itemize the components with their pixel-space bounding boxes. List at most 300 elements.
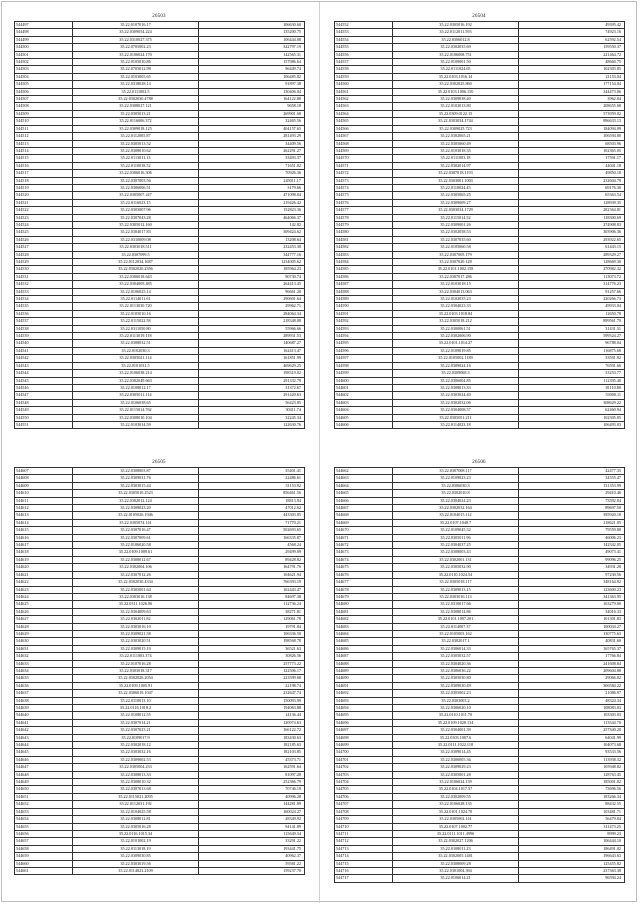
table-row [335,340,625,347]
record-number-cell: 544623 [15,586,73,593]
cadastral-number-cell: 35.22.0311050.80 [73,325,199,332]
table-row [335,867,625,874]
amount-cell: 443303.85 [199,512,305,519]
record-number-cell: 544676 [335,571,393,578]
record-number-cell: 544597 [335,355,393,362]
cadastral-number-cell: 35.22.0103014.59 [73,421,199,428]
amount-cell: 157986.64 [199,59,305,66]
record-number-cell: 544647 [15,764,73,771]
table-row [15,273,305,280]
record-number-cell: 544535 [15,303,73,310]
cadastral-number-cell: 35.22.0108011.23 [393,845,519,852]
amount-cell: 284064.34 [199,310,305,317]
record-number-cell: 544660 [15,860,73,867]
record-number-cell: 544516 [15,162,73,169]
table-row [15,303,305,310]
table-row [335,221,625,228]
record-number-cell: 544615 [15,527,73,534]
table-row [335,468,625,475]
amount-cell: 237363.38 [519,867,625,874]
table-row [15,370,305,377]
record-number-cell: 544644 [15,742,73,749]
amount-cell: 150093.99 [199,697,305,704]
cadastral-number-cell: 35.22.0308010.62 [73,147,199,154]
record-number-cell: 544527 [15,244,73,251]
record-number-cell: 544568 [335,140,393,147]
ledger-table [334,467,625,883]
record-number-cell: 544514 [15,147,73,154]
record-number-cell: 544611 [15,497,73,504]
cadastral-number-cell: 35.22.0305030.80 [393,675,519,682]
cadastral-number-cell: 35.22.0310017.66 [393,601,519,608]
amount-cell: 152823.36 [199,207,305,214]
record-number-cell: 544506 [15,88,73,95]
amount-cell: 73592.04 [519,497,625,504]
amount-cell: 142342.05 [519,542,625,549]
cadastral-number-cell: 35.22.0309.0122.15 [393,110,519,117]
cadastral-number-cell: 35.22.0108012.55 [73,712,199,719]
table-row [335,756,625,763]
cadastral-number-cell: 35.22.0116006.372 [73,118,199,125]
record-number-cell: 544667 [335,505,393,512]
amount-cell: 289329.27 [519,251,625,258]
record-number-cell: 544638 [15,697,73,704]
record-number-cell: 544629 [15,630,73,637]
record-number-cell: 544540 [15,340,73,347]
record-number-cell: 544499 [15,36,73,43]
amount-cell: 196643.63 [519,853,625,860]
amount-cell: 56479.04 [519,816,625,823]
cadastral-number-cell: 35.22.0106008.751 [393,51,519,58]
cadastral-number-cell: 35.22.0305060.49 [393,140,519,147]
cadastral-number-cell: 35.22.0106038.65 [73,399,199,406]
record-number-cell: 544553 [335,29,393,36]
table-row [15,310,305,317]
record-number-cell: 544678 [335,586,393,593]
cadastral-number-cell: 35.22.0309030.49 [393,682,519,689]
amount-cell: 12650.78 [519,310,625,317]
table-row [335,734,625,741]
record-number-cell: 544621 [15,571,73,578]
amount-cell: 113938.32 [519,756,625,763]
table-row [335,786,625,793]
table-row [335,236,625,243]
cadastral-number-cell: 35.22.0309009.27 [393,199,519,206]
table-row [15,244,305,251]
amount-cell: 471098.04 [199,192,305,199]
table-row [335,251,625,258]
record-number-cell: 544662 [335,468,393,475]
table-row [15,601,305,608]
record-number-cell: 544596 [335,347,393,354]
amount-cell: 344777.16 [199,251,305,258]
table-row [335,384,625,391]
amount-cell: 140687.27 [199,340,305,347]
cadastral-number-cell: 35.22.0310027.375 [73,36,199,43]
table-row [335,73,625,80]
cadastral-number-cell: 35.22.0307017.286 [393,273,519,280]
cadastral-number-cell: 35.22.0304013.063 [393,288,519,295]
record-number-cell: 544693 [335,697,393,704]
record-number-cell: 544616 [15,534,73,541]
cadastral-number-cell: 35.22.0303024.40 [393,392,519,399]
cadastral-number-cell: 35.22.0103005.65 [73,73,199,80]
cadastral-number-cell: 35.22.0302009.55 [393,793,519,800]
amount-cell: 162591.64 [199,764,305,771]
record-number-cell: 544565 [335,118,393,125]
record-number-cell: 544687 [335,653,393,660]
amount-cell: 34409.56 [199,140,305,147]
table-row [15,867,305,874]
amount-cell: 209604.88 [519,667,625,674]
cadastral-number-cell: 35.22.0307009.61 [73,534,199,541]
record-number-cell: 544680 [335,601,393,608]
table-row [335,192,625,199]
table-row [15,801,305,808]
amount-cell: 112736.24 [199,601,305,608]
amount-cell: 103303.03 [519,712,625,719]
amount-cell: 896633.13 [519,118,625,125]
table-row [335,259,625,266]
record-number-cell: 544683 [335,623,393,630]
record-number-cell: 544511 [15,125,73,132]
record-number-cell: 544610 [15,490,73,497]
cadastral-number-cell: 35.22.0116023.15 [73,199,199,206]
cadastral-number-cell: 35.22.0705012.98 [73,66,199,73]
record-number-cell: 544574 [335,184,393,191]
record-number-cell: 544677 [335,579,393,586]
cadastral-number-cell: 35.22.0114023.18 [393,421,519,428]
record-number-cell: 544539 [15,333,73,340]
amount-cell: 348164.92 [519,579,625,586]
amount-cell: 208655.68 [519,103,625,110]
record-number-cell: 544543 [15,362,73,369]
amount-cell: 18813.94 [199,497,305,504]
record-number-cell: 544679 [335,593,393,600]
table-row [15,214,305,221]
table-row [335,96,625,103]
table-row [15,170,305,177]
amount-cell: 96594.24 [519,875,625,882]
record-number-cell: 544634 [15,667,73,674]
record-number-cell: 544522 [15,207,73,214]
cadastral-number-cell: 35.22.0309054.224 [73,29,199,36]
amount-cell: 3179.66 [199,184,305,191]
cadastral-number-cell: 35.22.0309001.26 [393,221,519,228]
amount-cell: 64041.99 [519,734,625,741]
cadastral-number-cell: 35.22.0105060.58 [393,244,519,251]
table-row [335,823,625,830]
cadastral-number-cell: 35.22.0305018.212 [393,318,519,325]
table-row [15,399,305,406]
table-row [15,779,305,786]
amount-cell: 1234005.62 [199,259,305,266]
record-number-cell: 544636 [15,682,73,689]
amount-cell: 113544.70 [519,719,625,726]
cadastral-number-cell: 35.22.0308009.28 [393,860,519,867]
table-row [15,66,305,73]
amount-cell: 159237.70 [199,867,305,874]
record-number-cell: 544545 [15,377,73,384]
table-row [15,296,305,303]
table-row [15,734,305,741]
table-row [15,88,305,95]
record-number-cell: 544526 [15,236,73,243]
cadastral-number-cell: 35.22.0109019.85 [393,347,519,354]
record-number-cell: 544521 [15,199,73,206]
table-row [335,793,625,800]
amount-cell: 108083.03 [519,705,625,712]
record-number-cell: 544563 [335,103,393,110]
amount-cell: 28349.92 [199,816,305,823]
record-number-cell: 544570 [335,155,393,162]
table-row [15,838,305,845]
cadastral-number-cell: 35.22.0303019.56 [73,860,199,867]
amount-cell: 104073.68 [519,742,625,749]
table-row [15,281,305,288]
amount-cell: 281493.29 [199,133,305,140]
cadastral-number-cell: 35.22.0114007.37 [393,623,519,630]
record-number-cell: 544561 [335,88,393,95]
amount-cell: 3962.04 [519,96,625,103]
cadastral-number-cell: 35.22.0302032.06 [393,399,519,406]
record-number-cell: 544530 [15,266,73,273]
record-number-cell: 544504 [15,73,73,80]
record-number-cell: 544503 [15,66,73,73]
cadastral-number-cell: 35.22.0106024.139 [393,779,519,786]
cadastral-number-cell: 35.22.0308003.43 [393,549,519,556]
amount-cell: 159550.37 [519,44,625,51]
cadastral-number-cell: 35.22.0114023.2109 [73,867,199,874]
cadastral-number-cell: 35.22.0305016.192 [393,22,519,29]
table-row [335,207,625,214]
amount-cell: 40962.37 [199,853,305,860]
record-number-cell: 544600 [335,377,393,384]
amount-cell: 118300.69 [519,214,625,221]
cadastral-number-cell: 35.22.0109023.23 [393,475,519,482]
cadastral-number-cell: 35.22.0305032.57 [393,653,519,660]
table-row [15,51,305,58]
cadastral-number-cell: 35.22.0304020.36 [393,660,519,667]
record-number-cell: 544590 [335,303,393,310]
cadastral-number-cell: 35.22.0305004.233 [73,764,199,771]
amount-cell: 241608.84 [519,660,625,667]
table-row [15,497,305,504]
amount-cell: 129061.78 [199,616,305,623]
amount-cell: 91257.66 [519,288,625,295]
table-row [335,362,625,369]
table-row [335,333,625,340]
record-number-cell: 544572 [335,170,393,177]
amount-cell: 123600.23 [519,586,625,593]
record-number-cell: 544602 [335,392,393,399]
amount-cell: 59581.22 [199,860,305,867]
cadastral-number-cell: 35.22.0305021.114 [73,355,199,362]
amount-cell: 252366.79 [199,779,305,786]
table-row [335,593,625,600]
table-row [15,414,305,421]
record-number-cell: 544666 [335,497,393,504]
amount-cell: 56423.85 [199,399,305,406]
amount-cell: 106485.82 [199,73,305,80]
table-row [335,22,625,29]
table-row [335,110,625,117]
record-number-cell: 544633 [15,660,73,667]
table-row [15,81,305,88]
cadastral-number-cell: 35.22.0304009.63 [73,608,199,615]
record-number-cell: 544587 [335,281,393,288]
record-number-cell: 544508 [15,103,73,110]
cadastral-number-cell: 35.22.0112005.87 [73,133,199,140]
record-number-cell: 544643 [15,734,73,741]
table-row [15,355,305,362]
amount-cell: 270982.32 [519,266,625,273]
record-number-cell: 544640 [15,712,73,719]
cadastral-number-cell: 35.22.0112031.192 [73,801,199,808]
table-row [335,542,625,549]
amount-cell: 130406.04 [199,88,305,95]
record-number-cell: 544556 [335,51,393,58]
table-row [15,266,305,273]
record-number-cell: 544624 [15,593,73,600]
record-number-cell: 544642 [15,727,73,734]
record-number-cell: 544626 [15,608,73,615]
amount-cell: 8999.23 [519,830,625,837]
amount-cell: 48660.75 [519,59,625,66]
table-row [15,207,305,214]
amount-cell: 106630.60 [199,22,305,29]
amount-cell: 142.82 [199,221,305,228]
table-row [335,675,625,682]
amount-cell: 22486.61 [199,475,305,482]
amount-cell: 48324.34 [519,697,625,704]
record-number-cell: 544548 [15,399,73,406]
table-row [15,229,305,236]
cadastral-number-cell: 35.22.0304023.33 [393,303,519,310]
record-number-cell: 544706 [335,793,393,800]
cadastral-number-cell: 35.22.0106028.135 [393,801,519,808]
table-row [335,705,625,712]
amount-cell: 33591.92 [519,355,625,362]
amount-cell: 34555.47 [519,475,625,482]
table-row [335,177,625,184]
table-row [15,742,305,749]
amount-cell: 112395.40 [519,377,625,384]
cadastral-number-cell: 35.22.0116.1018.2 [73,705,199,712]
cadastral-number-cell: 35.22.0307099.5 [73,251,199,258]
ledger-panel-26503 [14,13,304,429]
record-number-cell: 544544 [15,370,73,377]
record-number-cell: 544701 [335,756,393,763]
record-number-cell: 544705 [335,786,393,793]
cadastral-number-cell: 35.22.0303016.138 [73,593,199,600]
record-number-cell: 544617 [15,542,73,549]
cadastral-number-cell: 35.22.0308012.81 [73,816,199,823]
cadastral-number-cell: 35.22.0318028.14 [73,81,199,88]
record-number-cell: 544657 [15,838,73,845]
amount-cell: 162413.47 [199,347,305,354]
table-row [335,51,625,58]
amount-cell: 184094.09 [519,125,625,132]
amount-cell: 115649.34 [199,830,305,837]
table-row [15,719,305,726]
table-row [335,482,625,489]
amount-cell: 13208.64 [199,236,305,243]
record-number-cell: 544619 [15,556,73,563]
record-number-cell: 544711 [335,830,393,837]
record-number-cell: 544523 [15,214,73,221]
record-number-cell: 544628 [15,623,73,630]
cadastral-number-cell: 35.22.0307016.47 [73,527,199,534]
record-number-cell: 544648 [15,771,73,778]
panel-title: 26503 [152,14,166,19]
amount-cell: 303906.36 [519,229,625,236]
cadastral-number-cell: 35.22.0302018.12 [73,742,199,749]
cadastral-number-cell: 35.22.0311.1026.06 [73,601,199,608]
record-number-cell: 544524 [15,221,73,228]
cadastral-number-cell: 35.22.0104.1017.57 [393,786,519,793]
table-row [15,162,305,169]
amount-cell: 84697.38 [199,593,305,600]
record-number-cell: 544700 [335,749,393,756]
record-number-cell: 544645 [15,749,73,756]
cadastral-number-cell: 35.22.0302026.2054 [73,675,199,682]
table-row [15,527,305,534]
record-number-cell: 544714 [335,853,393,860]
record-number-cell: 544551 [15,421,73,428]
table-row [15,377,305,384]
table-row [15,482,305,489]
cadastral-number-cell: 35.22.0302065.21 [393,133,519,140]
table-row [15,549,305,556]
record-number-cell: 544554 [335,36,393,43]
record-number-cell: 544498 [15,29,73,36]
cadastral-number-cell: 35.22.0309024.16 [393,362,519,369]
cadastral-number-cell: 35.22.0115021.2095 [73,793,199,800]
table-row [335,601,625,608]
amount-cell: 105948.82 [519,764,625,771]
amount-cell: 341363.95 [519,593,625,600]
record-number-cell: 544537 [15,318,73,325]
column-divider [319,2,320,903]
cadastral-number-cell: 35.22.0110013.10 [73,697,199,704]
record-number-cell: 544581 [335,236,393,243]
amount-cell: 164791.76 [199,564,305,571]
amount-cell: 70746.19 [199,786,305,793]
cadastral-number-cell: 35.22.0305013.21 [73,110,199,117]
cadastral-number-cell: 35.22.0113030.720 [73,303,199,310]
amount-cell: 53000.11 [519,392,625,399]
table-row [335,347,625,354]
cadastral-number-cell: 35.22.0307003.56 [73,177,199,184]
amount-cell: 291420.63 [199,392,305,399]
table-row [15,96,305,103]
table-row [15,638,305,645]
amount-cell: 165765.37 [519,645,625,652]
table-row [335,719,625,726]
record-number-cell: 544659 [15,853,73,860]
amount-cell: 177154.04 [519,81,625,88]
record-number-cell: 544549 [15,407,73,414]
amount-cell: 142565.31 [199,51,305,58]
cadastral-number-cell: 35.22.0302004.106 [73,564,199,571]
amount-cell: 96449.74 [199,66,305,73]
amount-cell: 309424.62 [199,229,305,236]
cadastral-number-cell: 35.22.0308013.33 [73,771,199,778]
cadastral-number-cell: 35.22.0306019.1047 [73,690,199,697]
record-number-cell: 544585 [335,266,393,273]
table-row [335,712,625,719]
